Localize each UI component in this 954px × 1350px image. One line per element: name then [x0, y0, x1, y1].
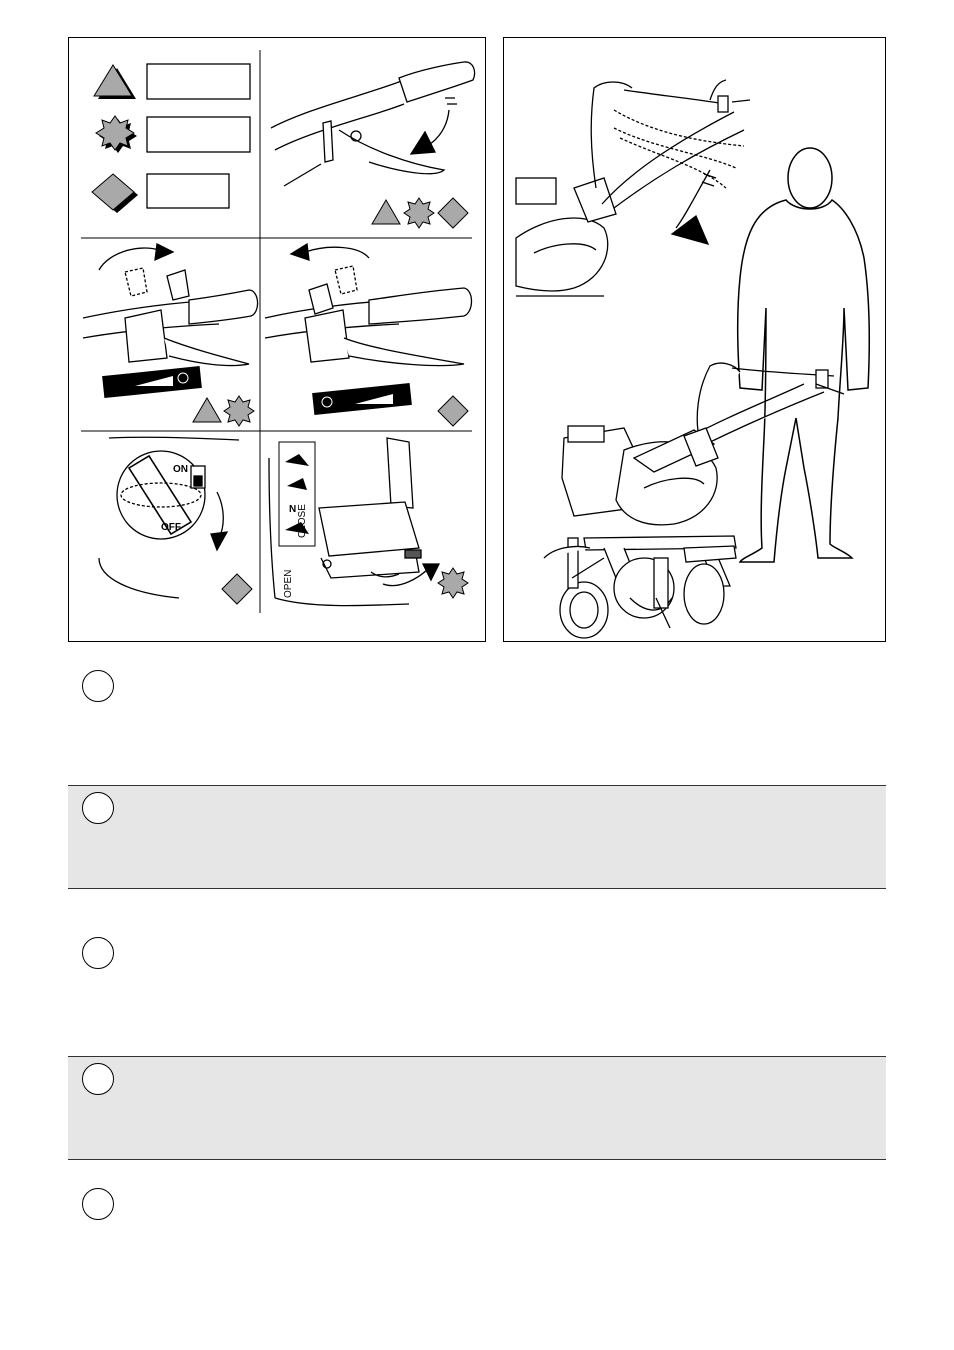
section-5	[68, 1180, 886, 1300]
triangle-icon	[94, 65, 136, 99]
throttle-forward-illustration	[83, 244, 258, 366]
throttle-decal-forward	[102, 366, 202, 398]
language-marker-circle	[82, 1063, 114, 1095]
operator-illustration	[504, 38, 887, 643]
legend-box-1	[147, 64, 250, 99]
throttle-forward-symbols	[193, 396, 254, 426]
choke-open-label: OPEN	[283, 569, 294, 598]
brake-lever-symbols	[372, 198, 468, 228]
fuel-valve-off-label: OFF	[161, 522, 181, 533]
throttle-back-symbols	[438, 396, 468, 426]
language-marker-circle	[82, 1188, 114, 1220]
section-4	[68, 1056, 886, 1160]
fuel-valve-symbols	[222, 574, 252, 604]
language-marker-circle	[82, 670, 114, 702]
choke-symbols	[438, 568, 468, 598]
throttle-back-illustration	[265, 244, 472, 366]
section-1	[68, 662, 886, 780]
fuel-valve-on-label: ON	[173, 464, 188, 475]
language-marker-circle	[82, 937, 114, 969]
legend-box-3	[147, 174, 229, 208]
language-marker-circle	[82, 792, 114, 824]
fuel-valve-illustration	[99, 437, 239, 598]
controls-illustration-panel	[68, 37, 486, 642]
operator-figure	[738, 148, 870, 562]
operator-illustration-panel	[503, 37, 886, 642]
section-2	[68, 785, 886, 889]
legend	[92, 64, 250, 213]
diamond-icon	[92, 174, 138, 213]
legend-box-2	[147, 117, 250, 152]
throttle-decal-back	[312, 383, 412, 415]
section-3	[68, 930, 886, 1048]
starburst-icon	[96, 116, 137, 153]
handle-lowering-illustration	[516, 80, 750, 296]
brake-lever-illustration	[271, 62, 475, 186]
svg-text:N: N	[289, 504, 297, 515]
controls-illustration	[69, 38, 487, 643]
choke-close-label: CLOSE	[297, 504, 308, 538]
